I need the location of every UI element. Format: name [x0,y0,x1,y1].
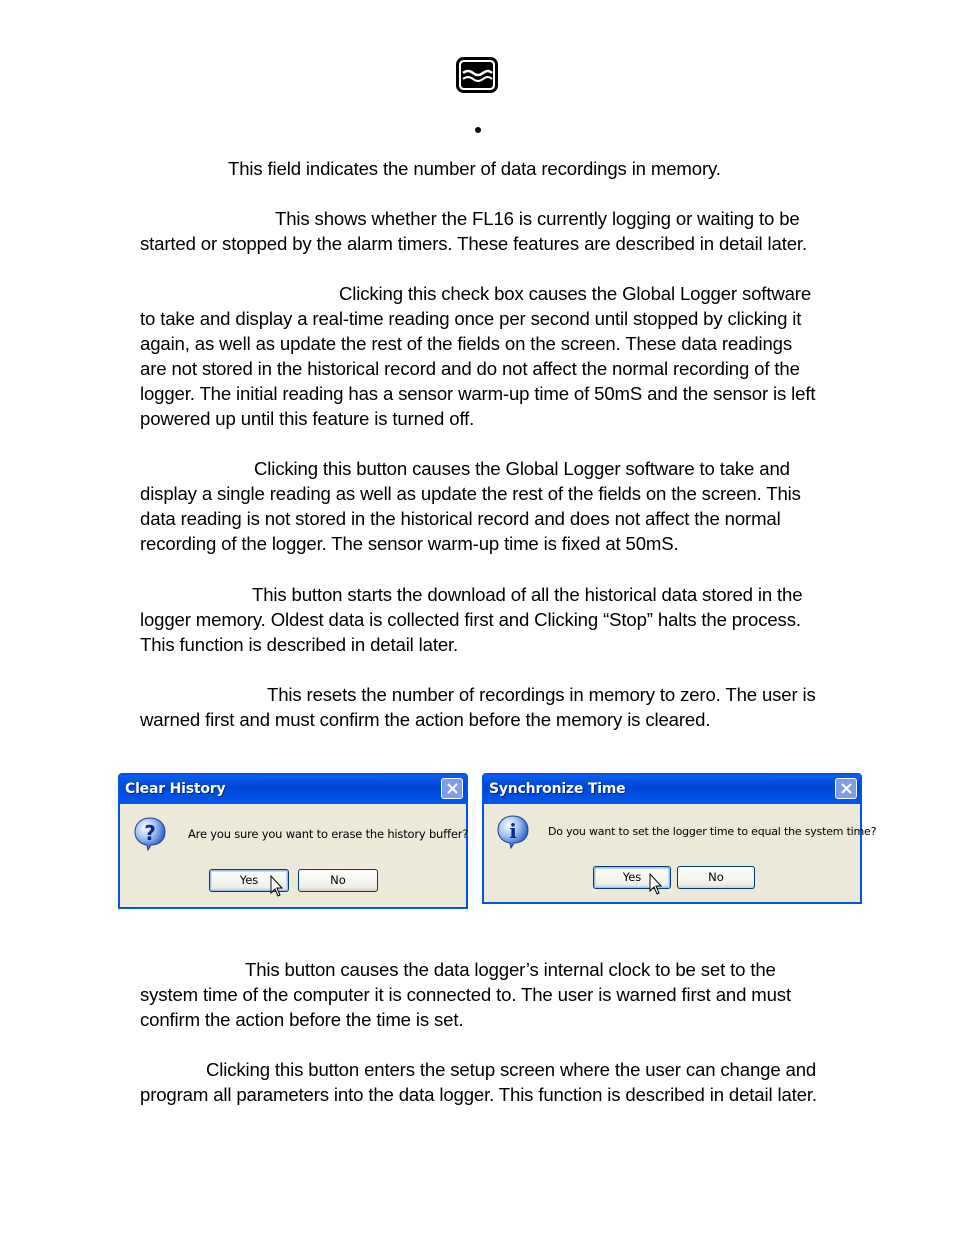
text-line: This resets the number of recordings in memory to zero. The user is [267,684,816,705]
no-button[interactable]: No [677,866,755,889]
text-line: logger. The initial reading has a sensor warm-up time of 50mS and the sensor is left [140,383,816,404]
synchronize-time-dialog [482,773,877,904]
text-line: Clicking this button causes the Global Logger software to take and [254,458,790,479]
text-line: recording of the logger. The sensor warm-up time is fixed at 50mS. [140,533,679,554]
close-icon [840,782,853,795]
paragraph-recordings [140,156,830,181]
yes-button[interactable]: Yes [593,866,671,889]
text-line: This button causes the data logger’s internal clock to be set to the [245,959,776,980]
dialog-message: Do you want to set the logger time to equal the system time? [548,825,877,838]
text-line: again, as well as update the rest of the fields on the screen. These data readings [140,333,792,354]
dialog-titlebar[interactable] [484,775,860,804]
paragraph-clear-history [140,682,830,732]
paragraph-sync-time [140,957,830,1032]
yes-button[interactable]: Yes [209,869,289,892]
close-button[interactable] [835,778,857,799]
paragraph-status [140,206,830,256]
text-line: are not stored in the historical record and do not affect the normal recording of the [140,358,800,379]
text-line: This field indicates the number of data recordings in memory. [228,158,721,179]
text-line: display a single reading as well as update the rest of the fields on the screen. This [140,483,801,504]
text-line: This button starts the download of all the historical data stored in the [252,584,803,605]
dialog-titlebar[interactable] [120,775,466,804]
close-icon [446,782,459,795]
svg-text:?: ? [144,821,156,845]
dialog-title: Synchronize Time [489,781,626,797]
mouse-pointer-icon [649,873,663,897]
close-button[interactable] [441,778,463,799]
bullet-icon [475,127,481,133]
dialog-title: Clear History [125,781,226,797]
text-line: Clicking this check box causes the Global Logger software [339,283,812,304]
text-line: to take and display a real-time reading once per second until stopped by clicking it [140,308,802,329]
text-line: logger memory. Oldest data is collected first and Clicking “Stop” halts the process. [140,609,801,630]
text-line: Clicking this button enters the setup screen where the user can change and [206,1059,817,1080]
wave-logo-icon [456,57,498,93]
svg-text:i: i [509,819,517,843]
text-line: program all parameters into the data logger. This function is described in detail later. [140,1084,817,1105]
dialog-message: Are you sure you want to erase the history buffer? [188,827,469,841]
text-line: This function is described in detail later. [140,634,459,655]
text-line: powered up until this feature is turned off. [140,408,475,429]
text-line: data reading is not stored in the historical record and does not affect the normal [140,508,781,529]
text-line: This shows whether the FL16 is currently logging or waiting to be [275,208,800,229]
clear-history-dialog [118,773,468,909]
question-icon [132,815,168,851]
paragraph-setup [140,1057,830,1107]
text-line: warned first and must confirm the action before the memory is cleared. [140,709,711,730]
mouse-pointer-icon [270,875,284,899]
paragraph-realtime [140,281,830,431]
text-line: started or stopped by the alarm timers. These features are described in detail later. [140,233,807,254]
no-button[interactable]: No [298,869,378,892]
text-line: system time of the computer it is connected to. The user is warned first and must [140,984,791,1005]
info-icon [495,813,531,849]
paragraph-download [140,582,830,657]
paragraph-single-reading [140,456,830,556]
text-line: confirm the action before the time is set. [140,1009,464,1030]
